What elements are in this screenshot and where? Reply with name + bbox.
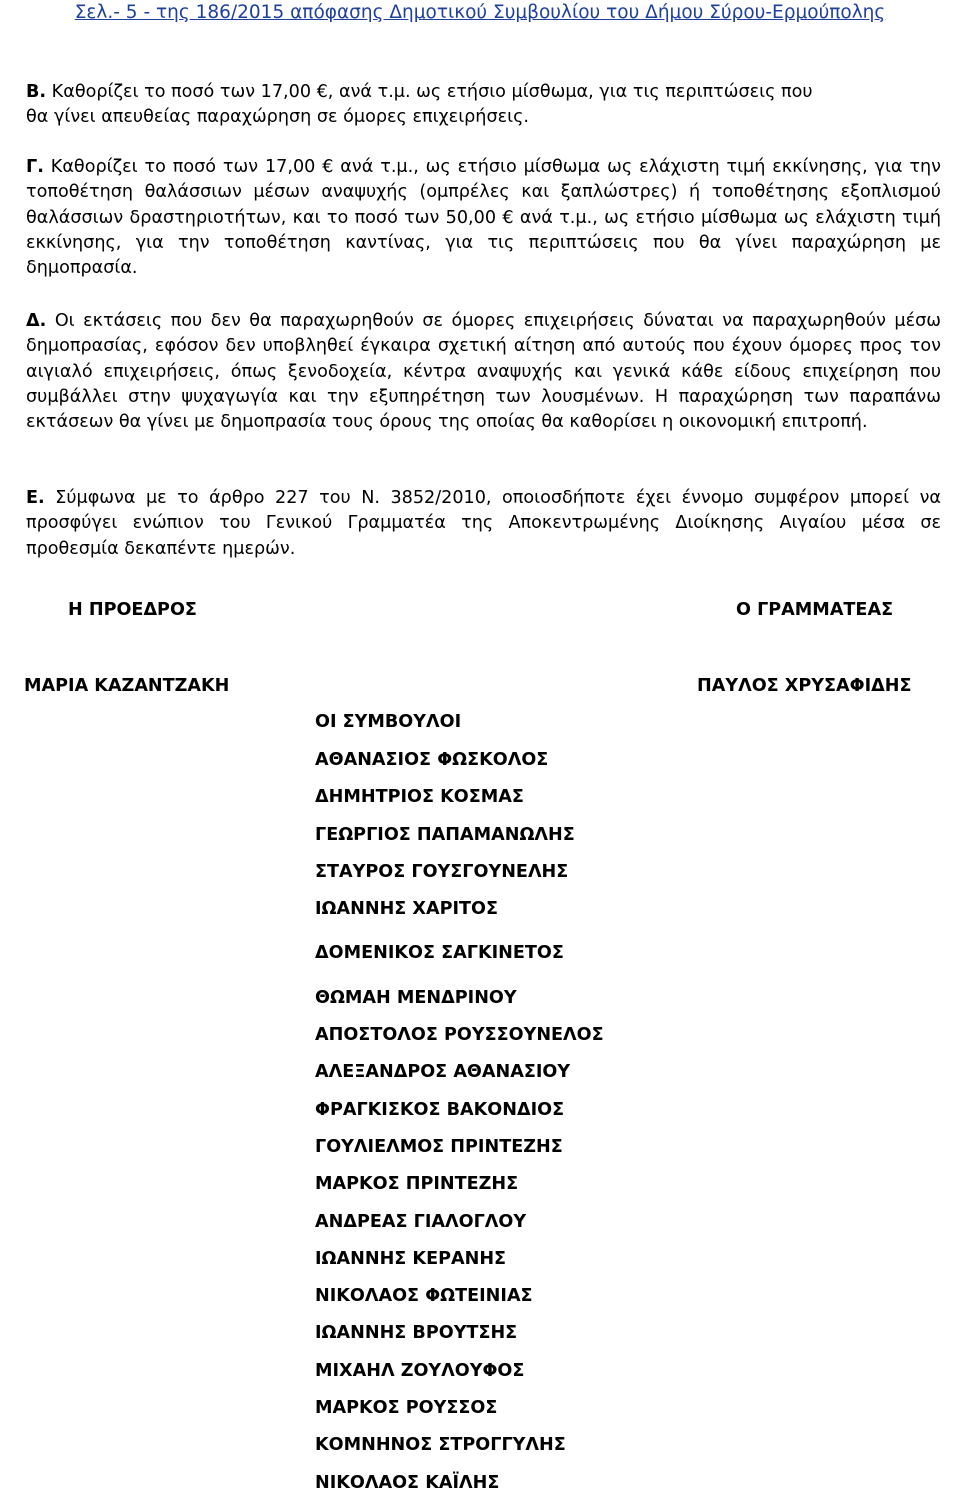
member-name: ΝΙΚΟΛΑΟΣ ΚΑΪΛΗΣ [315, 1472, 500, 1493]
member-name: ΦΡΑΓΚΙΣΚΟΣ ΒΑΚΟΝΔΙΟΣ [315, 1099, 565, 1120]
member-name: ΣΤΑΥΡΟΣ ΓΟΥΣΓΟΥΝΕΛΗΣ [315, 861, 569, 882]
paragraph-e [26, 486, 941, 562]
paragraph-d-text: Οι εκτάσεις που δεν θα παραχωρηθούν σε όμορες επιχειρήσεις δύναται να παραχωρηθούν μέσω δημοπρασίας, εφόσον δεν υποβληθεί έγκαιρα σχετική αίτηση από αυτούς που έχουν όμορες προς τον αιγιαλό επιχειρήσεις, όπως ξενοδοχεία, κέντρα αναψυχής και γενικά κάθε είδους επιχείρηση που συμβάλλει στην ψυχαγωγία και την εξυπηρέτηση των λουσμένων. Η παραχώρηση των παραπάνω εκτάσεων θα γίνει με δημοπρασία τους όρους της οποίας θα καθορίσει η οικονομική επιτροπή. [26, 311, 941, 433]
member-name: ΜΑΡΚΟΣ ΠΡΙΝΤΕΖΗΣ [315, 1174, 519, 1195]
paragraph-g [26, 155, 941, 281]
member-name: ΜΙΧΑΗΛ ΖΟΥΛΟΥΦΟΣ [315, 1360, 525, 1381]
secretary-title: Ο ΓΡΑΜΜΑΤΕΑΣ [736, 600, 894, 620]
paragraph-b [26, 80, 941, 131]
member-name: ΙΩΑΝΝΗΣ ΧΑΡΙΤΟΣ [315, 899, 499, 920]
member-name: ΓΟΥΛΙΕΛΜΟΣ ΠΡΙΝΤΕΖΗΣ [315, 1136, 563, 1157]
paragraph-d-label: Δ. [26, 311, 47, 331]
president-name: ΜΑΡΙΑ ΚΑΖΑΝΤΖΑΚΗ [24, 676, 230, 696]
paragraph-d [26, 309, 941, 435]
member-name: ΘΩΜΑΗ ΜΕΝΔΡΙΝΟΥ [315, 987, 517, 1008]
paragraph-e-text: Σύμφωνα με το άρθρο 227 του Ν. 3852/2010, οποιοσδήποτε έχει έννομο συμφέρον μπορεί να προσφύγει ενώπιον του Γενικού Γραμματέα της Αποκεντρωμένης Διοίκησης Αιγαίου μέσα σε προθεσμία δεκαπέντε ημερών. [26, 488, 941, 559]
member-name: ΑΠΟΣΤΟΛΟΣ ΡΟΥΣΣΟΥΝΕΛΟΣ [315, 1025, 604, 1046]
members-title: ΟΙ ΣΥΜΒΟΥΛΟΙ [315, 712, 462, 732]
member-name: ΓΕΩΡΓΙΟΣ ΠΑΠΑΜΑΝΩΛΗΣ [315, 824, 575, 845]
paragraph-e-label: Ε. [26, 488, 45, 508]
president-title: Η ΠΡΟΕΔΡΟΣ [68, 600, 197, 620]
member-name: ΙΩΑΝΝΗΣ ΒΡΟΥΤΣΗΣ [315, 1323, 518, 1344]
member-name: ΑΝΔΡΕΑΣ ΓΙΑΛΟΓΛΟΥ [315, 1211, 527, 1232]
paragraph-g-label: Γ. [26, 157, 44, 177]
paragraph-g-text: Καθορίζει το ποσό των 17,00 € ανά τ.μ., ως ετήσιο μίσθωμα ως ελάχιστη τιμή εκκίνησης, για την τοποθέτηση θαλάσσιων μέσων αναψυχής (ομπρέλες και ξαπλώστρες) ή τοποθέτησης εξοπλισμού θαλάσσιων δραστηριοτήτων, και το ποσό των 50,00 € ανά τ.μ., ως ετήσιο μίσθωμα ως ελάχιστη τιμή εκκίνησης, για την τοποθέτηση καντίνας, για τις περιπτώσεις που θα γίνει παραχώρηση με δημοπρασία. [26, 157, 941, 279]
member-name: ΚΟΜΝΗΝΟΣ ΣΤΡΟΓΓΥΛΗΣ [315, 1435, 566, 1456]
member-name: ΝΙΚΟΛΑΟΣ ΦΩΤΕΙΝΙΑΣ [315, 1286, 533, 1307]
member-name: ΔΟΜΕΝΙΚΟΣ ΣΑΓΚΙΝΕΤΟΣ [315, 943, 564, 964]
secretary-name: ΠΑΥΛΟΣ ΧΡΥΣΑΦΙΔΗΣ [697, 676, 912, 696]
members-list [315, 749, 604, 1509]
member-name: ΔΗΜΗΤΡΙΟΣ ΚΟΣΜΑΣ [315, 787, 524, 808]
member-name: ΑΘΑΝΑΣΙΟΣ ΦΩΣΚΟΛΟΣ [315, 750, 549, 770]
member-name: ΙΩΑΝΝΗΣ ΚΕΡΑΝΗΣ [315, 1248, 507, 1269]
member-name: ΜΑΡΚΟΣ ΡΟΥΣΣΟΣ [315, 1398, 498, 1419]
member-name: ΑΛΕΞΑΝΔΡΟΣ ΑΘΑΝΑΣΙΟΥ [315, 1062, 571, 1083]
paragraph-b-label: Β. [26, 82, 47, 102]
page-header: Σελ.- 5 - της 186/2015 απόφασης Δημοτικού Συμβουλίου του Δήμου Σύρου-Ερμούπολης [74, 2, 886, 23]
paragraph-b-text: Καθορίζει το ποσό των 17,00 €, ανά τ.μ. ως ετήσιο μίσθωμα, για τις περιπτώσεις που θα γίνει απευθείας παραχώρηση σε όμορες επιχειρήσεις. [26, 82, 813, 128]
